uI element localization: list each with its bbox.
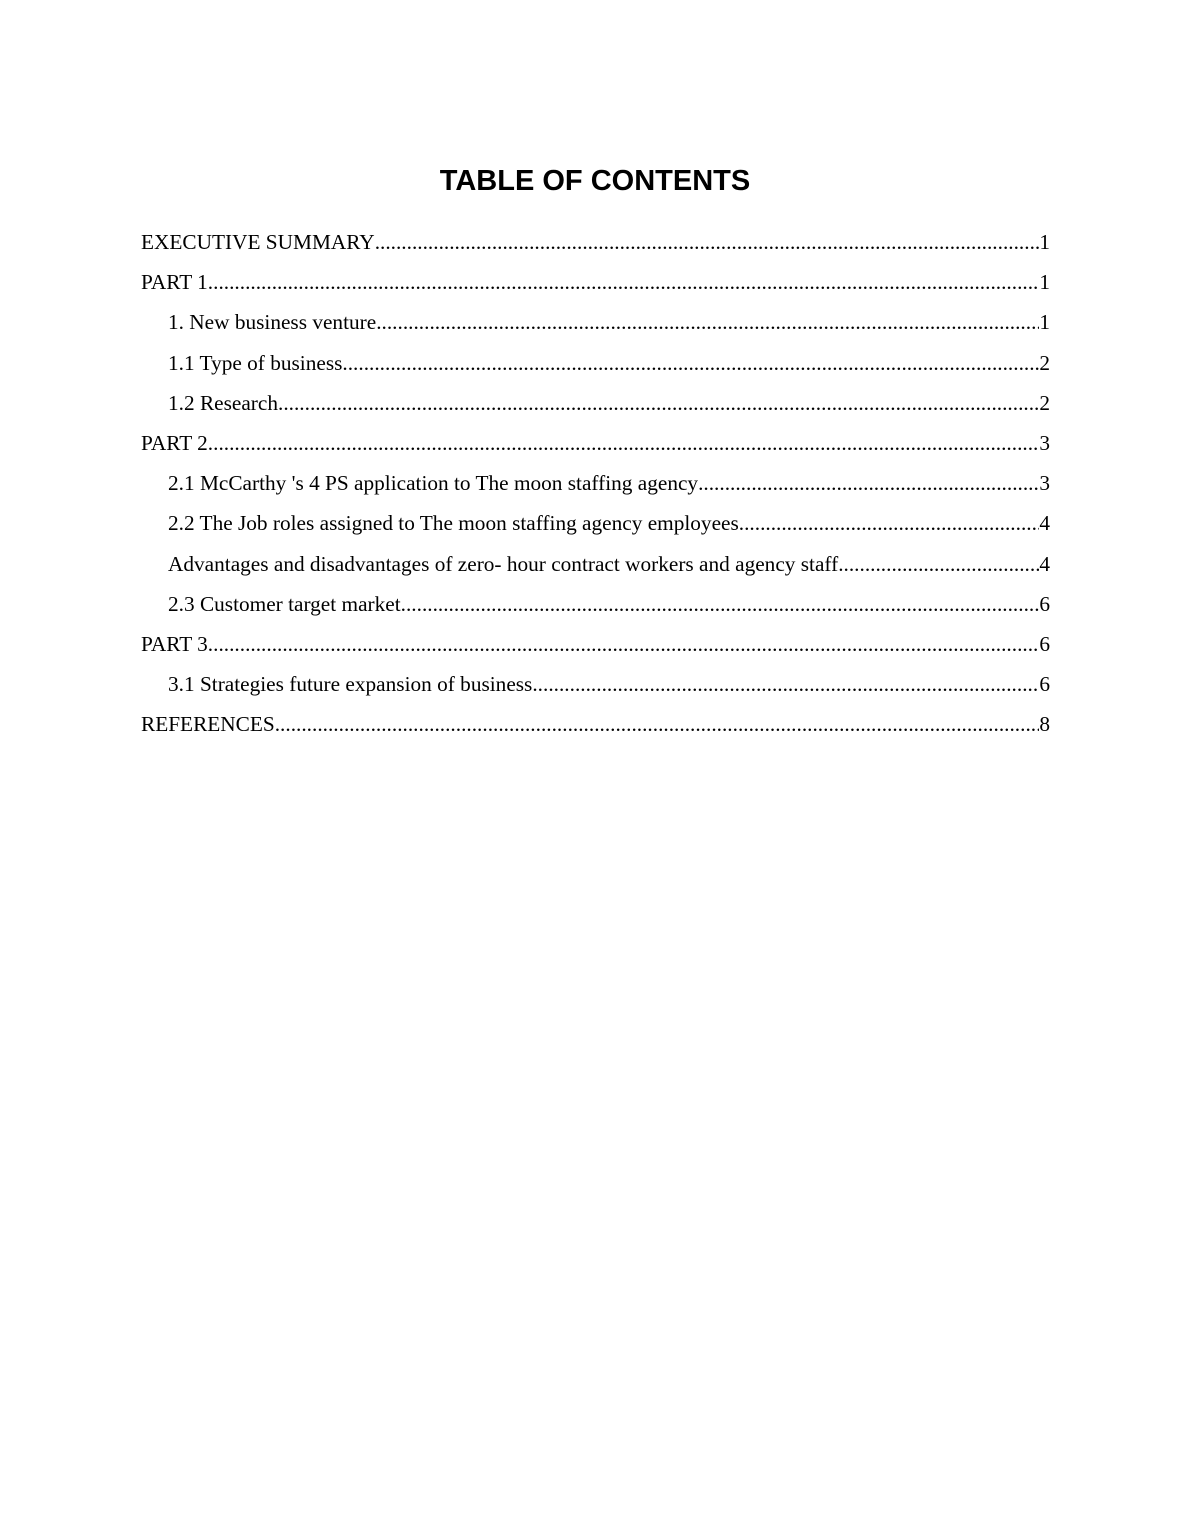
toc-entry-future-expansion[interactable]: [141, 668, 1050, 708]
toc-entry-part-1[interactable]: [141, 266, 1050, 306]
toc-entry-label: 1.2 Research: [168, 390, 278, 415]
dot-leader: [739, 507, 1040, 539]
toc-entry-page: 3: [1039, 471, 1050, 496]
toc-entry-label: 2.2 The Job roles assigned to The moon staffing agency employees: [168, 511, 739, 536]
toc-entry-page: 6: [1039, 591, 1050, 616]
dot-leader: [838, 548, 1039, 580]
dot-leader: [208, 427, 1040, 459]
toc-entry-page: 3: [1039, 430, 1050, 455]
toc-entry-mccarthy-4ps[interactable]: [141, 467, 1050, 507]
toc-entry-label: 1. New business venture: [168, 310, 377, 335]
toc-entry-label: PART 3: [141, 631, 208, 656]
toc-entry-research[interactable]: [141, 387, 1050, 427]
dot-leader: [375, 226, 1040, 258]
dot-leader: [698, 467, 1039, 499]
toc-entry-page: 1: [1039, 230, 1050, 254]
toc-entry-label: PART 2: [141, 430, 208, 455]
toc-entry-type-of-business[interactable]: [141, 347, 1050, 387]
toc-entry-page: 4: [1039, 551, 1050, 576]
toc-entry-executive-summary[interactable]: [141, 226, 1050, 266]
toc-entry-page: 8: [1039, 712, 1050, 737]
toc-entry-page: 4: [1039, 511, 1050, 536]
toc-entry-zero-hour-contracts[interactable]: [141, 548, 1050, 588]
toc-entry-label: REFERENCES: [141, 712, 275, 737]
toc-entry-new-business-venture[interactable]: [141, 306, 1050, 346]
dot-leader: [275, 708, 1040, 740]
dot-leader: [401, 588, 1040, 620]
toc-entry-page: 2: [1039, 390, 1050, 415]
dot-leader: [532, 668, 1039, 700]
dot-leader: [342, 347, 1039, 379]
toc-entry-customer-target-market[interactable]: [141, 588, 1050, 628]
dot-leader: [376, 306, 1039, 338]
toc-entry-part-2[interactable]: [141, 427, 1050, 467]
toc-entry-page: 2: [1039, 350, 1050, 375]
toc-entry-part-3[interactable]: [141, 628, 1050, 668]
toc-entry-label: 2.3 Customer target market: [168, 591, 401, 616]
dot-leader: [278, 387, 1039, 419]
toc-entry-label: EXECUTIVE SUMMARY: [141, 230, 375, 254]
toc-list: [141, 226, 1050, 748]
toc-entry-label: 1.1 Type of business: [168, 350, 343, 375]
toc-title: TABLE OF CONTENTS: [439, 165, 751, 197]
toc-entry-label: Advantages and disadvantages of zero- hour contract workers and agency staff: [168, 551, 839, 576]
toc-entry-label: 3.1 Strategies future expansion of business: [168, 672, 533, 697]
toc-entry-page: 6: [1039, 631, 1050, 656]
toc-entry-page: 6: [1039, 672, 1050, 697]
dot-leader: [208, 266, 1040, 298]
toc-entry-job-roles[interactable]: [141, 507, 1050, 547]
toc-entry-page: 1: [1039, 310, 1050, 335]
toc-entry-references[interactable]: [141, 708, 1050, 748]
toc-entry-label: 2.1 McCarthy 's 4 PS application to The moon staffing agency: [168, 471, 699, 496]
toc-entry-label: PART 1: [141, 270, 208, 295]
toc-entry-page: 1: [1039, 270, 1050, 295]
dot-leader: [208, 628, 1040, 660]
